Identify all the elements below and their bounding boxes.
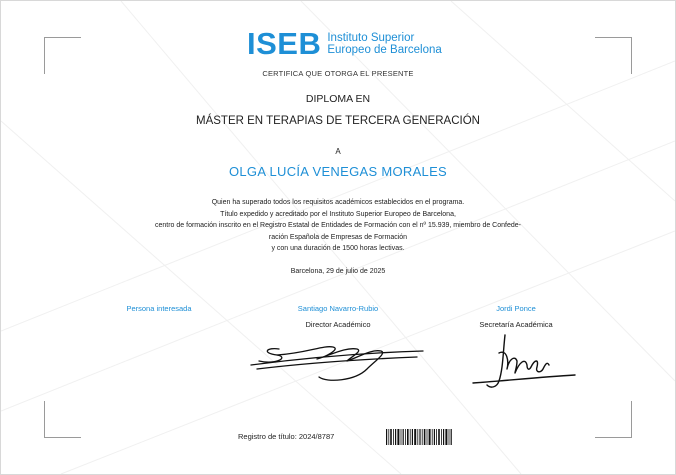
frame-corner-bottom-right [595,401,632,438]
logo-line-1: Instituto Superior [327,32,415,44]
secretary-role: Secretaría Académica [479,320,553,329]
barcode-icon [386,429,452,445]
issue-date: Barcelona, 29 de julio de 2025 [290,268,386,275]
director-name: Santiago Navarro-Rubio [297,304,379,313]
secretary-name: Jordi Ponce [496,304,536,313]
paragraph-line: Quien ha superado todos los requisitos académicos establecidos en el programa. [211,199,465,206]
iseb-logo [247,26,442,61]
signature-block-secretary [461,304,571,329]
paragraph-line: Título expedido y acreditado por el Instituto Superior Europeo de Barcelona, [220,210,456,218]
frame-corner-bottom-left [44,401,81,438]
logo-text [327,32,441,56]
registration-number: Registro de título: 2024/8787 [238,432,335,441]
director-signature [247,339,427,385]
a-word: A [335,147,341,156]
interested-label: Persona interesada [126,304,192,313]
signature-block-interested [107,304,211,313]
diploma-label: DIPLOMA EN [305,93,371,105]
certifica-text: CERTIFICA QUE OTORGA EL PRESENTE [262,69,414,78]
director-role: Director Académico [305,320,371,329]
paragraph-line: y con una duración de 1500 horas lectivas. [271,245,405,252]
paragraph-line: centro de formación inscrito en el Registro Estatal de Entidades de Formación con el nº 15.939, miembro de Confede- [155,222,521,229]
program-title: MÁSTER EN TERAPIAS DE TERCERA GENERACIÓN [196,115,480,127]
recipient-name: OLGA LUCÍA VENEGAS MORALES [228,164,448,179]
logo-mark: ISEB [247,26,322,61]
signature-block-director [279,304,397,329]
paragraph-line: ración Española de Empresas de Formación [268,233,408,241]
logo-line-2: Europeo de Barcelona [327,44,442,56]
secretary-signature [469,331,579,393]
description-paragraph [1,197,675,255]
